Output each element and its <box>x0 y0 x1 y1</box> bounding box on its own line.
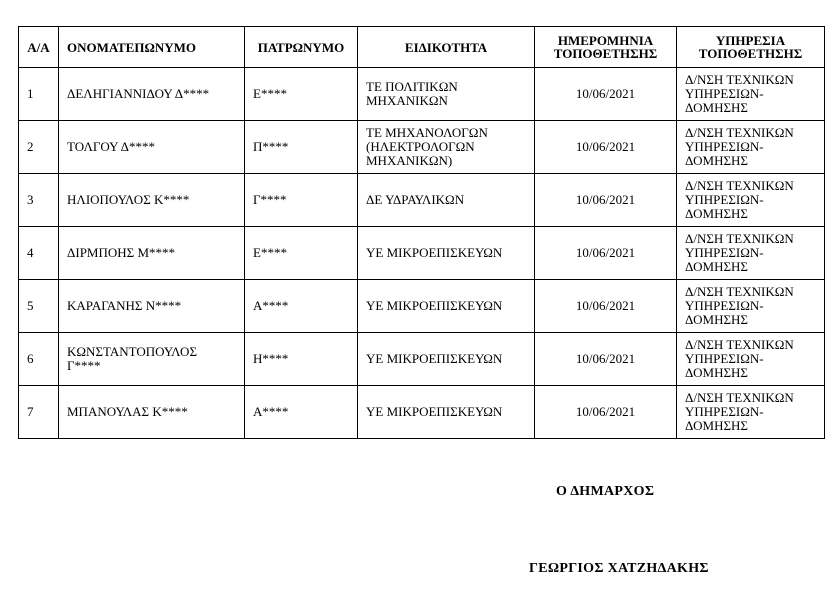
cell-aa: 2 <box>19 121 59 174</box>
cell-aa: 1 <box>19 68 59 121</box>
table-row <box>19 174 825 227</box>
cell-name: ΔΕΛΗΓΙΑΝΝΙΔΟΥ Δ**** <box>59 68 245 121</box>
cell-aa: 7 <box>19 386 59 439</box>
signature-title: Ο ΔΗΜΑΡΧΟΣ <box>556 484 655 499</box>
cell-father-name: Ε**** <box>245 68 358 121</box>
header-placement-service: ΥΠΗΡΕΣΙΑ ΤΟΠΟΘΕΤΗΣΗΣ <box>677 27 825 68</box>
cell-aa: 4 <box>19 227 59 280</box>
cell-placement-date: 10/06/2021 <box>535 386 677 439</box>
cell-specialty: ΥΕ ΜΙΚΡΟΕΠΙΣΚΕΥΩΝ <box>358 280 535 333</box>
cell-placement-service: Δ/ΝΣΗ ΤΕΧΝΙΚΩΝ ΥΠΗΡΕΣΙΩΝ- ΔΟΜΗΣΗΣ <box>677 386 825 439</box>
cell-specialty: ΤΕ ΠΟΛΙΤΙΚΩΝ ΜΗΧΑΝΙΚΩΝ <box>358 68 535 121</box>
cell-placement-date: 10/06/2021 <box>535 121 677 174</box>
cell-placement-date: 10/06/2021 <box>535 68 677 121</box>
cell-specialty: ΥΕ ΜΙΚΡΟΕΠΙΣΚΕΥΩΝ <box>358 386 535 439</box>
cell-name: ΚΑΡΑΓΑΝΗΣ Ν**** <box>59 280 245 333</box>
cell-specialty: ΥΕ ΜΙΚΡΟΕΠΙΣΚΕΥΩΝ <box>358 227 535 280</box>
header-aa: Α/Α <box>19 27 59 68</box>
cell-specialty: ΔΕ ΥΔΡΑΥΛΙΚΩΝ <box>358 174 535 227</box>
cell-placement-service: Δ/ΝΣΗ ΤΕΧΝΙΚΩΝ ΥΠΗΡΕΣΙΩΝ- ΔΟΜΗΣΗΣ <box>677 333 825 386</box>
cell-name: ΔΙΡΜΠΟΗΣ Μ**** <box>59 227 245 280</box>
cell-aa: 6 <box>19 333 59 386</box>
cell-placement-service: Δ/ΝΣΗ ΤΕΧΝΙΚΩΝ ΥΠΗΡΕΣΙΩΝ- ΔΟΜΗΣΗΣ <box>677 227 825 280</box>
cell-father-name: Α**** <box>245 280 358 333</box>
header-placement-date: ΗΜΕΡΟΜΗΝΙΑ ΤΟΠΟΘΕΤΗΣΗΣ <box>535 27 677 68</box>
header-specialty: ΕΙΔΙΚΟΤΗΤΑ <box>358 27 535 68</box>
cell-name: ΤΟΛΓΟΥ Δ**** <box>59 121 245 174</box>
table-row <box>19 68 825 121</box>
cell-aa: 3 <box>19 174 59 227</box>
cell-placement-date: 10/06/2021 <box>535 227 677 280</box>
header-name: ΟΝΟΜΑΤΕΠΩΝΥΜΟ <box>59 27 245 68</box>
header-father-name: ΠΑΤΡΩΝΥΜΟ <box>245 27 358 68</box>
table-row <box>19 386 825 439</box>
cell-father-name: Η**** <box>245 333 358 386</box>
cell-placement-service: Δ/ΝΣΗ ΤΕΧΝΙΚΩΝ ΥΠΗΡΕΣΙΩΝ- ΔΟΜΗΣΗΣ <box>677 121 825 174</box>
cell-name: ΚΩΝΣΤΑΝΤΟΠΟΥΛΟΣ Γ**** <box>59 333 245 386</box>
cell-placement-service: Δ/ΝΣΗ ΤΕΧΝΙΚΩΝ ΥΠΗΡΕΣΙΩΝ- ΔΟΜΗΣΗΣ <box>677 68 825 121</box>
cell-placement-date: 10/06/2021 <box>535 333 677 386</box>
cell-placement-service: Δ/ΝΣΗ ΤΕΧΝΙΚΩΝ ΥΠΗΡΕΣΙΩΝ- ΔΟΜΗΣΗΣ <box>677 174 825 227</box>
cell-name: ΜΠΑΝΟΥΛΑΣ Κ**** <box>59 386 245 439</box>
cell-father-name: Π**** <box>245 121 358 174</box>
cell-placement-date: 10/06/2021 <box>535 174 677 227</box>
signature-name: ΓΕΩΡΓΙΟΣ ΧΑΤΖΗΔΑΚΗΣ <box>529 561 709 576</box>
cell-name: ΗΛΙΟΠΟΥΛΟΣ Κ**** <box>59 174 245 227</box>
cell-specialty: ΥΕ ΜΙΚΡΟΕΠΙΣΚΕΥΩΝ <box>358 333 535 386</box>
table-row <box>19 121 825 174</box>
cell-father-name: Γ**** <box>245 174 358 227</box>
cell-aa: 5 <box>19 280 59 333</box>
table-row <box>19 227 825 280</box>
cell-placement-service: Δ/ΝΣΗ ΤΕΧΝΙΚΩΝ ΥΠΗΡΕΣΙΩΝ- ΔΟΜΗΣΗΣ <box>677 280 825 333</box>
table-header-row <box>19 27 825 68</box>
cell-father-name: Ε**** <box>245 227 358 280</box>
placement-table <box>18 26 825 439</box>
cell-specialty: ΤΕ ΜΗΧΑΝΟΛΟΓΩΝ (ΗΛΕΚΤΡΟΛΟΓΩΝ ΜΗΧΑΝΙΚΩΝ) <box>358 121 535 174</box>
table-row <box>19 333 825 386</box>
table-row <box>19 280 825 333</box>
cell-father-name: Α**** <box>245 386 358 439</box>
cell-placement-date: 10/06/2021 <box>535 280 677 333</box>
